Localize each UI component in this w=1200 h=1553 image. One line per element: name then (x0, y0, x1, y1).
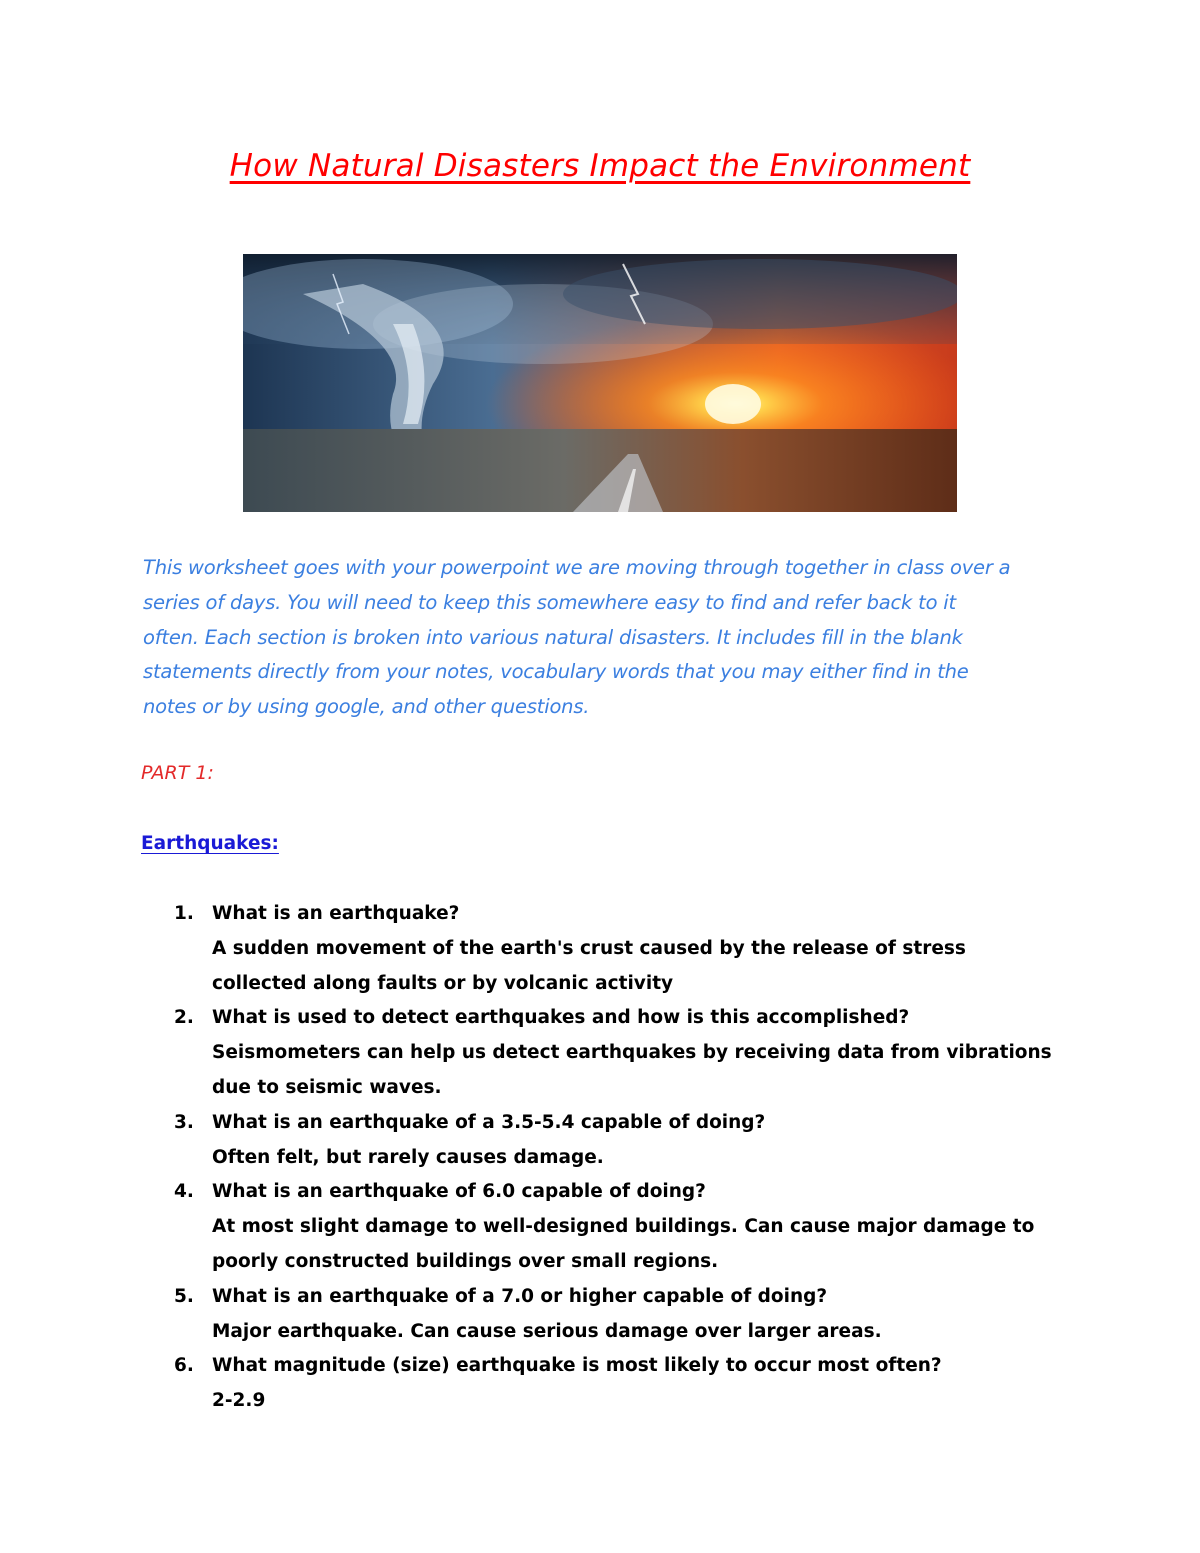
answer-line: A sudden movement of the earth's crust caused by the release of stress (212, 937, 966, 959)
answer-line: poorly constructed buildings over small regions. (212, 1250, 719, 1272)
question-text: What is used to detect earthquakes and how is this accomplished? (212, 1007, 910, 1029)
answer-line: collected along faults or by volcanic activity (212, 972, 674, 994)
question-text: What is an earthquake of a 7.0 or higher capable of doing? (212, 1285, 828, 1307)
question-text: What magnitude (size) earthquake is most likely to occur most often? (212, 1355, 942, 1377)
question-number: 4. (174, 1181, 194, 1203)
intro-line: statements directly from your notes, vocabulary words that you may either find in the (143, 660, 969, 684)
storm-photo-icon (243, 254, 957, 512)
intro-paragraph (143, 551, 1058, 725)
question-number: 2. (174, 1007, 194, 1029)
question-number: 6. (174, 1355, 194, 1377)
question-text: What is an earthquake? (212, 903, 460, 924)
intro-line: often. Each section is broken into various natural disasters. It includes fill in the blank (143, 625, 963, 649)
question-item (174, 897, 1074, 1001)
answer-line: At most slight damage to well-designed buildings. Can cause major damage to (212, 1216, 1035, 1238)
page-title: How Natural Disasters Impact the Environment (229, 148, 971, 184)
intro-line: This worksheet goes with your powerpoint we are moving through together in class over a (143, 556, 1011, 579)
storm-tornado-sunset-image (243, 254, 957, 512)
question-item (174, 1280, 1074, 1350)
answer-line: Major earthquake. Can cause serious damage over larger areas. (212, 1320, 882, 1342)
answer-line: Seismometers can help us detect earthquakes by receiving data from vibrations (212, 1042, 1052, 1064)
answer-line: Often felt, but rarely causes damage. (212, 1146, 604, 1168)
section-heading-earthquakes: Earthquakes: (141, 833, 279, 854)
question-number: 1. (174, 903, 194, 924)
question-item (174, 1106, 1074, 1176)
question-text: What is an earthquake of 6.0 capable of doing? (212, 1181, 706, 1203)
part-label: PART 1: (141, 762, 214, 784)
question-number: 3. (174, 1111, 194, 1133)
question-item (174, 1001, 1074, 1105)
question-item (174, 1175, 1074, 1279)
intro-line: series of days. You will need to keep this somewhere easy to find and refer back to it (143, 590, 956, 614)
question-list (174, 897, 1074, 1419)
answer-line: due to seismic waves. (212, 1076, 442, 1098)
answer-line: 2-2.9 (212, 1390, 266, 1412)
question-item (174, 1349, 1074, 1419)
question-number: 5. (174, 1285, 194, 1307)
question-text: What is an earthquake of a 3.5-5.4 capable of doing? (212, 1111, 766, 1133)
intro-line: notes or by using google, and other questions. (143, 695, 590, 719)
